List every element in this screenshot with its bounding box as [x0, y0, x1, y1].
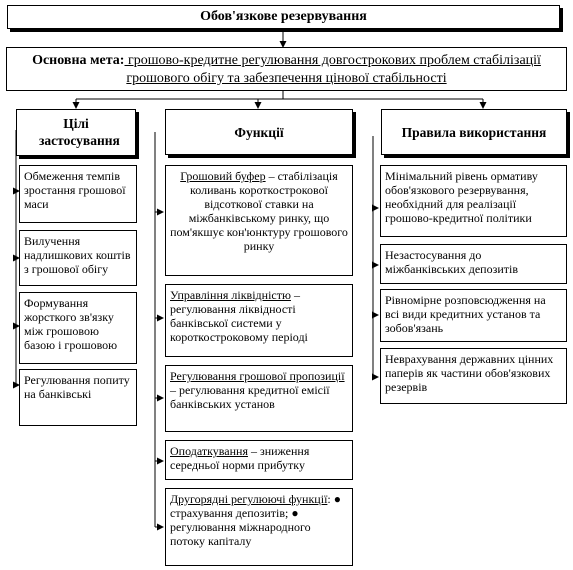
- diagram-title-text: Обов'язкове резервування: [200, 9, 367, 24]
- goal-item: [19, 292, 137, 364]
- rule-item-text: Незастосування до міжбанківських депозитів: [385, 248, 518, 276]
- rule-item-text: Мінімальний рівень ормативу обов'язкового резервування, необхідний для реалізації грошово-кредитної політики: [385, 169, 538, 225]
- rules-header: [381, 109, 567, 155]
- functions-header-text: Функції: [234, 125, 284, 140]
- rule-item: [380, 244, 567, 284]
- main-goal-box: [6, 47, 567, 91]
- rule-item: [380, 289, 567, 342]
- function-item-head: Грошовий буфер: [180, 169, 266, 183]
- function-item-head: Другорядні регулюючі функції: [170, 492, 328, 506]
- function-item: [165, 365, 353, 432]
- functions-header: [165, 109, 353, 155]
- goal-item: [19, 369, 137, 426]
- function-item-head: Оподаткування: [170, 444, 248, 458]
- rule-item-text: Неврахування державних цінних паперів як частини обов'язкових резервів: [385, 352, 554, 394]
- main-goal-label: Основна мета:: [32, 53, 125, 68]
- goal-item-text: Регулювання попиту на банківські: [24, 373, 130, 401]
- diagram-title: [7, 5, 560, 29]
- rules-header-text: Правила використання: [401, 125, 547, 140]
- goals-header: [16, 109, 136, 156]
- goal-item-text: Вилучення надлишкових коштів з грошової обігу: [24, 234, 131, 276]
- function-item-text: – регулювання ліквідності банківської системи у короткостроковому періоді: [170, 288, 308, 344]
- goal-item-text: Обмеження темпів зростання грошової маси: [24, 169, 126, 211]
- function-item: [165, 165, 353, 276]
- function-item-text: – стабілізація коливань короткострокової відсоткової ставки на міжбанківському ринку, що пом'якшує кон'юнктуру грошового ринку: [170, 169, 348, 253]
- goal-item: [19, 165, 137, 223]
- rule-item-text: Рівномірне розповсюдження на всі види кредитних установ та зобов'язань: [385, 293, 546, 335]
- goal-item: [19, 230, 137, 286]
- function-item-text: : ● страхування депозитів; ● регулювання міжнародного потоку капіталу: [170, 492, 341, 548]
- function-item-head: Регулювання грошової пропозиції: [170, 369, 345, 383]
- function-item: [165, 488, 353, 566]
- function-item: [165, 440, 353, 480]
- function-item-text: – зниження середньої норми прибутку: [170, 444, 310, 472]
- function-item-head: Управління ліквідністю: [170, 288, 291, 302]
- function-item-text: – регулювання кредитної емісії банківських установ: [170, 383, 330, 411]
- goal-item-text: Формування жорсткого зв'язку між грошовою базою і грошовою: [24, 296, 118, 352]
- main-goal-text: грошово-кредитне регулювання довгострокових проблем стабілізації грошового обігу та забезпечення цінової стабільності: [124, 53, 541, 86]
- goals-header-text: Цілі застосування: [39, 116, 120, 148]
- function-item: [165, 284, 353, 357]
- rule-item: [380, 348, 567, 404]
- rule-item: [380, 165, 567, 237]
